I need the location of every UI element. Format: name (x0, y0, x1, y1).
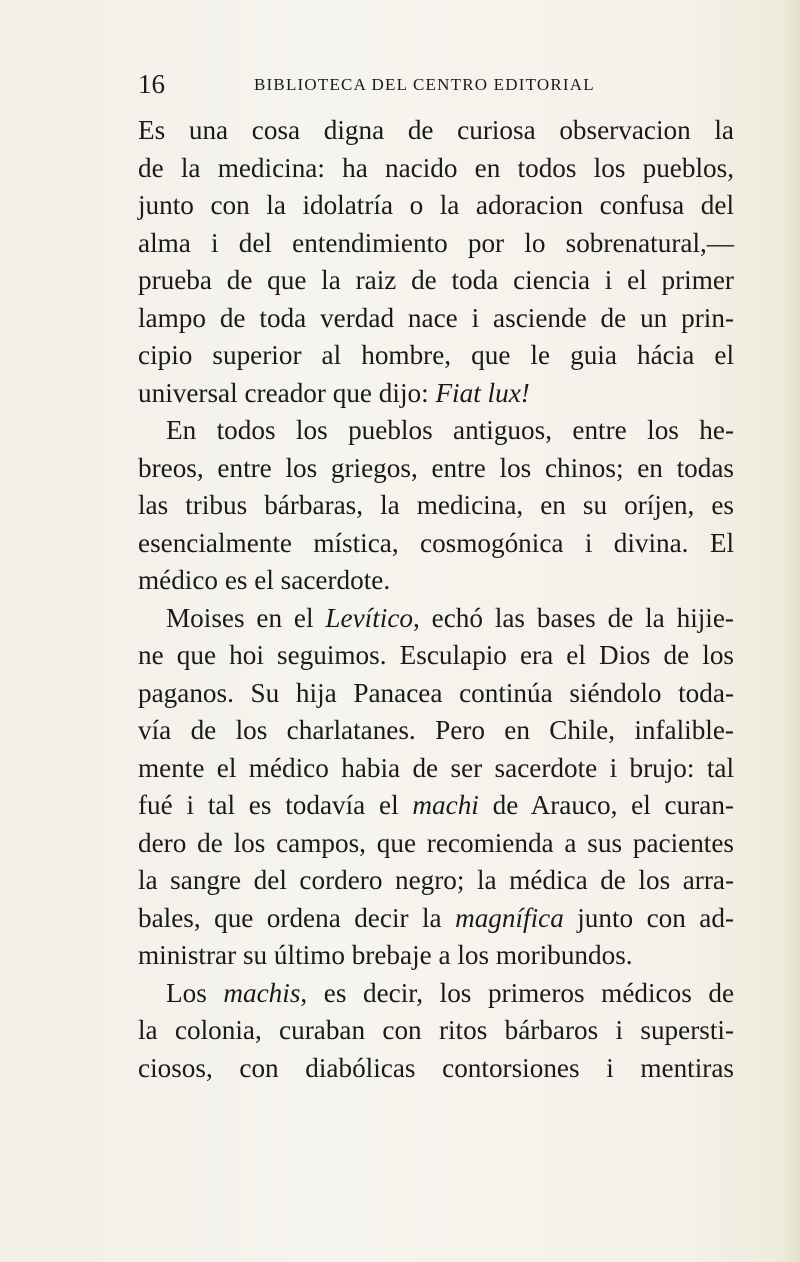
page-header (138, 64, 698, 104)
text-run: esencialmente mística, cosmogónica i divina. El (138, 527, 734, 558)
text-run: médico es el sacerdote. (138, 565, 391, 595)
italic-text: magnífica (455, 902, 564, 933)
text-line (138, 337, 734, 375)
text-line (138, 675, 734, 713)
text-run: las tribus bárbaras, la medicina, en su oríjen, es (138, 490, 734, 520)
text-run: prueba de que la raiz de toda ciencia i el primer (138, 265, 734, 295)
text-run: bales, que ordena decir la (138, 902, 456, 933)
text-run: ne que hoi seguimos. Esculapio era el Dios de los (138, 640, 734, 670)
italic-text: Levítico (325, 602, 413, 633)
text-run: cipio superior al hombre, que le guia hácia el (138, 340, 734, 370)
text-run: vía de los charlatanes. Pero en Chile, infalible- (138, 715, 734, 745)
text-line (138, 787, 734, 825)
text-line (138, 825, 734, 863)
text-run: ciosos, con diabólicas contorsiones i mentiras (138, 1052, 734, 1083)
text-line (138, 525, 734, 563)
italic-text: machis (223, 977, 301, 1008)
text-line (138, 150, 734, 188)
text-line (138, 375, 734, 413)
text-run: breos, entre los griegos, entre los chinos; en todas (138, 452, 734, 483)
text-line (138, 187, 734, 225)
page-number: 16 (138, 69, 165, 99)
text-run: alma i del entendimiento por lo sobrenatural,— (138, 227, 734, 258)
text-line (138, 975, 734, 1013)
text-line (138, 300, 734, 338)
text-line (138, 937, 734, 975)
text-line (138, 1012, 734, 1050)
text-run: , echó las bases de la hijie- (412, 602, 734, 633)
paragraph (138, 412, 734, 600)
paragraph (138, 975, 734, 1088)
text-run: la sangre del cordero negro; la médica de los arra- (138, 865, 734, 895)
paragraph (138, 112, 734, 412)
body-text (138, 112, 734, 1087)
text-line (138, 862, 734, 900)
text-run: Moises en el (166, 602, 326, 633)
text-line (138, 637, 734, 675)
text-run: de la medicina: ha nacido en todos los pueblos, (138, 152, 734, 183)
text-line (138, 412, 734, 450)
paragraph (138, 600, 734, 975)
text-run: junto con ad- (563, 902, 735, 933)
text-run: paganos. Su hija Panacea continúa siéndolo toda- (138, 677, 734, 708)
text-line (138, 225, 734, 263)
text-line (138, 600, 734, 638)
text-run: de Arauco, el curan- (478, 790, 734, 820)
italic-text: machi (412, 790, 479, 820)
italic-text: Fiat lux! (435, 377, 530, 408)
text-line (138, 487, 734, 525)
text-line (138, 112, 734, 150)
text-line (138, 900, 734, 938)
text-run: fué i tal es todavía el (138, 790, 413, 820)
text-run: junto con la idolatría o la adoracion confusa del (138, 190, 734, 220)
text-run: universal creador que dijo: (138, 377, 436, 408)
text-line (138, 450, 734, 488)
running-head: BIBLIOTECA DEL CENTRO EDITORIAL (254, 75, 595, 94)
text-run: mente el médico habia de ser sacerdote i brujo: tal (138, 752, 734, 783)
text-run: , es decir, los primeros médicos de (300, 977, 735, 1008)
page-edge-shadow (782, 0, 800, 1262)
text-run: Los (166, 977, 224, 1008)
text-run: ministrar su último brebaje a los moribundos. (138, 940, 633, 970)
text-run: la colonia, curaban con ritos bárbaros i supersti- (138, 1015, 734, 1045)
text-run: En todos los pueblos antiguos, entre los he- (166, 415, 734, 445)
text-run: dero de los campos, que recomienda a sus pacientes (138, 827, 734, 858)
text-run: Es una cosa digna de curiosa observacion la (138, 115, 734, 145)
text-line (138, 1050, 734, 1088)
text-line (138, 562, 734, 600)
text-run: lampo de toda verdad nace i asciende de un prin- (138, 302, 734, 333)
text-line (138, 712, 734, 750)
text-line (138, 262, 734, 300)
text-line (138, 750, 734, 788)
